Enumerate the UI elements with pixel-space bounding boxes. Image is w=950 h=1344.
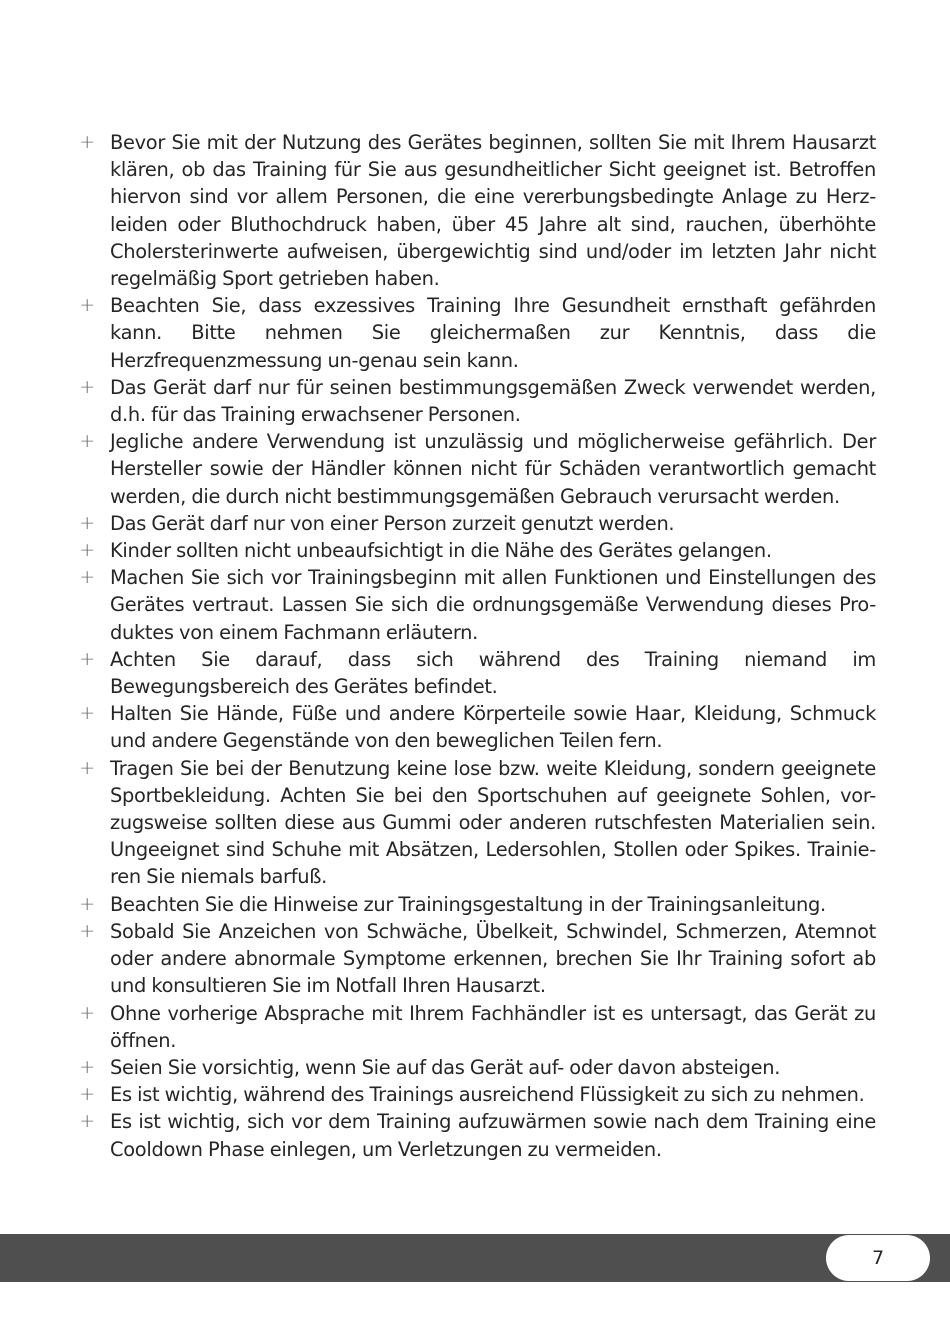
list-item-text: Halten Sie Hände, Füße und andere Körperteile sowie Haar, Kleidung, Schmuck und andere Gegenstände von den beweglichen Teilen fern. <box>110 702 876 753</box>
list-item-text: Machen Sie sich vor Trainingsbeginn mit allen Funktionen und Einstellungen des Gerätes vertraut. Lassen Sie sich die ordnungsgemäße Verwendung dieses Pro-duktes von einem Fachmann erläutern. <box>110 566 876 644</box>
list-item-text: Beachten Sie die Hinweise zur Trainingsgestaltung in der Trainingsanleitung. <box>110 892 826 916</box>
list-item-text: Ohne vorherige Absprache mit Ihrem Fachhändler ist es untersagt, das Gerät zu öffnen. <box>110 1001 876 1052</box>
list-item-text: Seien Sie vorsichtig, wenn Sie auf das Gerät auf- oder davon absteigen. <box>110 1055 781 1079</box>
plus-icon: + <box>79 131 95 153</box>
plus-icon: + <box>79 1001 95 1024</box>
list-item <box>76 510 876 537</box>
list-item-text: Es ist wichtig, während des Trainings ausreichend Flüssigkeit zu sich zu nehmen. <box>110 1083 865 1107</box>
plus-icon: + <box>79 1055 95 1078</box>
plus-icon: + <box>79 566 95 589</box>
plus-icon: + <box>79 919 95 942</box>
plus-icon: + <box>79 892 95 915</box>
list-item-text: Beachten Sie, dass exzessives Training Ihre Gesundheit ernsthaft gefährden kann. Bitte nehmen Sie gleichermaßen zur Kenntnis, dass die Herzfrequenzmessung un-genau sein kann. <box>110 294 876 372</box>
plus-icon: + <box>79 1083 95 1106</box>
list-item-text: Sobald Sie Anzeichen von Schwäche, Übelkeit, Schwindel, Schmerzen, Atemnot oder andere abnormale Symptome erkennen, brechen Sie Ihr Training sofort ab und konsultieren Sie im Notfall Ihren Hausarzt. <box>110 919 876 998</box>
plus-icon: + <box>79 756 95 779</box>
plus-icon: + <box>79 539 95 562</box>
list-item-text: Kinder sollten nicht unbeaufsichtigt in die Nähe des Gerätes gelangen. <box>110 539 772 563</box>
list-item-text: Bevor Sie mit der Nutzung des Gerätes beginnen, sollten Sie mit Ihrem Hausarzt klären, ob das Training für Sie aus gesundheitlicher Sicht geeignet ist. Betroffen hiervon sind vor allem Personen, die eine vererbungsbedingte Anlage zu Herz-leiden oder Bluthochdruck haben, über 45 Jahre alt sind, rauchen, überhöhte Cholersterinwerte aufweisen, übergewichtig sind und/oder im letzten Jahr nicht regelmäßig Sport getrieben haben. <box>110 131 876 291</box>
list-item <box>76 292 876 374</box>
footer-band <box>0 1234 950 1282</box>
list-item <box>76 1108 876 1162</box>
page-number-badge <box>826 1235 930 1281</box>
list-item <box>76 646 876 700</box>
list-item <box>76 891 876 918</box>
plus-icon: + <box>79 294 95 317</box>
list-item-text: Achten Sie darauf, dass sich während des Training niemand im Bewegungsbereich des Gerätes befindet. <box>110 647 876 699</box>
list-item <box>76 129 876 292</box>
list-item-text: Das Gerät darf nur für seinen bestimmungsgemäßen Zweck verwendet werden, d.h. für das Training erwachsener Personen. <box>110 375 876 427</box>
plus-icon: + <box>79 375 95 398</box>
list-item <box>76 755 876 891</box>
list-item <box>76 1081 876 1108</box>
list-item <box>76 564 876 646</box>
plus-icon: + <box>79 1110 95 1133</box>
list-item-text: Tragen Sie bei der Benutzung keine lose bzw. weite Kleidung, sondern geeignete Sportbekleidung. Achten Sie bei den Sportschuhen auf geeignete Sohlen, vor-zugsweise sollten diese aus Gummi oder anderen rutschfesten Materialien sein. Ungeeignet sind Schuhe mit Absätzen, Ledersohlen, Stollen oder Spikes. Trainie-ren Sie niemals barfuß. <box>110 756 876 889</box>
list-item <box>76 428 876 510</box>
plus-icon: + <box>79 511 95 534</box>
safety-list <box>76 129 876 1163</box>
list-item <box>76 537 876 564</box>
plus-icon: + <box>79 647 95 670</box>
plus-icon: + <box>79 430 95 453</box>
list-item <box>76 1000 876 1054</box>
list-item-text: Jegliche andere Verwendung ist unzulässig und möglicherweise gefährlich. Der Hersteller sowie der Händler können nicht für Schäden verantwortlich gemacht werden, die durch nicht bestimmungsgemäßen Gebrauch verursacht werden. <box>110 430 876 508</box>
list-item <box>76 918 876 1000</box>
list-item <box>76 374 876 428</box>
list-item <box>76 1054 876 1081</box>
plus-icon: + <box>79 702 95 725</box>
list-item <box>76 700 876 754</box>
page-number: 7 <box>871 1247 885 1269</box>
list-item-text: Das Gerät darf nur von einer Person zurzeit genutzt werden. <box>110 511 675 535</box>
list-item-text: Es ist wichtig, sich vor dem Training aufzuwärmen sowie nach dem Training eine Cooldown Phase einlegen, um Verletzungen zu vermeiden. <box>110 1110 876 1161</box>
